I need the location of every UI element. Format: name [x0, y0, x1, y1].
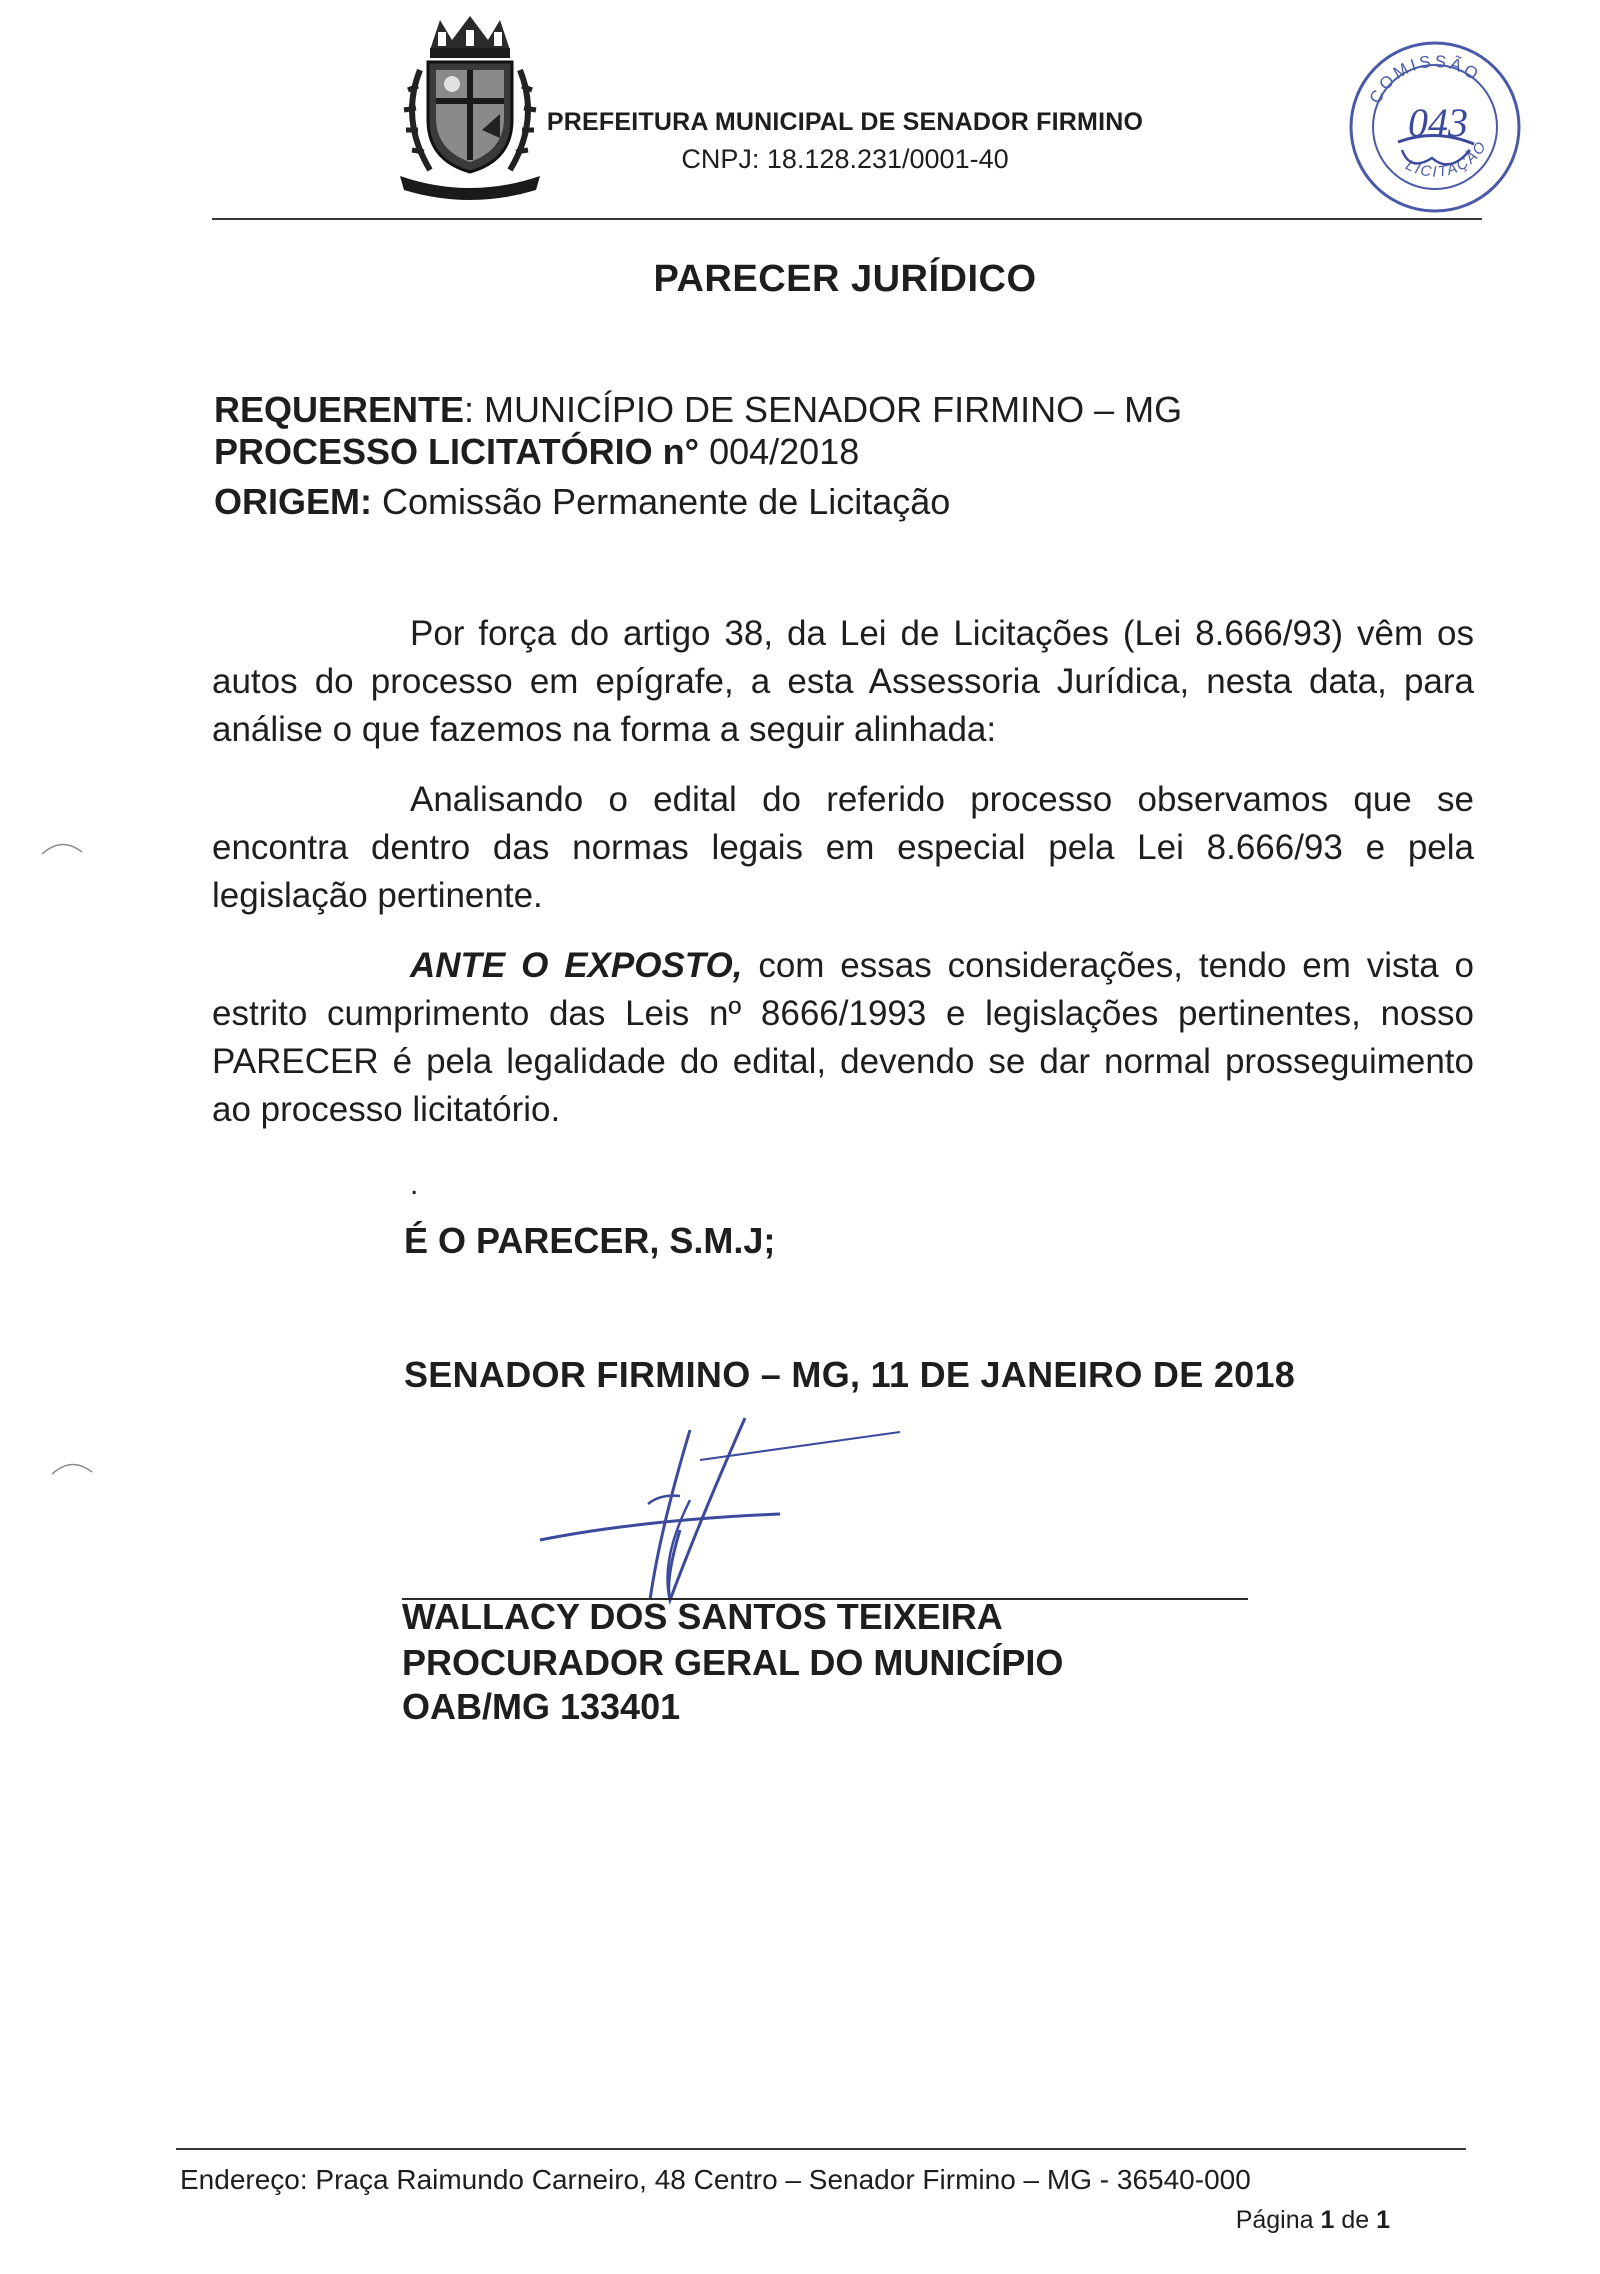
paragraph-3-lead: ANTE O EXPOSTO,: [410, 946, 743, 985]
place-date-line: SENADOR FIRMINO – MG, 11 DE JANEIRO DE 2018: [404, 1354, 1296, 1395]
signature-icon: [520, 1410, 920, 1610]
commission-seal-icon: [1340, 32, 1530, 222]
seal-number: 043: [1408, 100, 1468, 145]
seal-text-top: COMISSÃO: [1365, 51, 1485, 107]
header-divider: [212, 218, 1482, 220]
signer-role: PROCURADOR GERAL DO MUNICÍPIO: [402, 1642, 1064, 1683]
processo-value: 004/2018: [699, 431, 860, 472]
page-current: 1: [1320, 2206, 1335, 2234]
processo-label: PROCESSO LICITATÓRIO n°: [214, 431, 700, 472]
paragraph-2: [212, 776, 1474, 920]
paragraph-3-text: com essas considerações, tendo em vista o estrito cumprimento das Leis nº 8666/1993 e legislações pertinentes, nosso PARECER é pela legalidade do edital, devendo se dar normal prosseguimento ao processo licitatório.: [212, 946, 1475, 1129]
origem-value: Comissão Permanente de Licitação: [372, 481, 951, 522]
signer-name: WALLACY DOS SANTOS TEIXEIRA: [402, 1596, 1003, 1637]
stray-dot: .: [410, 1168, 419, 1201]
seal-text-bottom: LICITAÇÃO: [1402, 137, 1491, 181]
footer-divider: [176, 2148, 1466, 2150]
closing-statement: É O PARECER, S.M.J;: [404, 1220, 776, 1261]
page-prefix: Página: [1235, 2206, 1321, 2234]
footer-address: Endereço: Praça Raimundo Carneiro, 48 Centro – Senador Firmino – MG - 36540-000: [180, 2164, 1251, 2195]
page-total: 1: [1376, 2206, 1390, 2234]
page-number: [1180, 2206, 1390, 2235]
paragraph-3: [212, 942, 1474, 1134]
origem-line: [214, 480, 950, 524]
margin-mark: [50, 1458, 94, 1478]
org-cnpj: CNPJ: 18.128.231/0001-40: [681, 144, 1009, 174]
document-title: PARECER JURÍDICO: [653, 258, 1037, 300]
margin-mark: [40, 838, 84, 858]
processo-line: [214, 430, 859, 474]
origem-label: ORIGEM:: [214, 481, 372, 522]
paragraph-1-text: Por força do artigo 38, da Lei de Licitações (Lei 8.666/93) vêm os autos do processo em epígrafe, a esta Assessoria Jurídica, nesta data, para análise o que fazemos na forma a seguir alinhada:: [212, 614, 1474, 749]
page-mid: de: [1334, 2206, 1377, 2234]
requerente-line: [214, 388, 1182, 432]
org-name: PREFEITURA MUNICIPAL DE SENADOR FIRMINO: [546, 108, 1144, 136]
requerente-label: REQUERENTE: [214, 389, 465, 430]
requerente-value: : MUNICÍPIO DE SENADOR FIRMINO – MG: [464, 389, 1183, 430]
paragraph-1: [212, 610, 1474, 754]
paragraph-2-text: Analisando o edital do referido processo observamos que se encontra dentro das normas legais em especial pela Lei 8.666/93 e pela legislação pertinente.: [212, 780, 1474, 915]
signer-oab: OAB/MG 133401: [402, 1686, 681, 1727]
